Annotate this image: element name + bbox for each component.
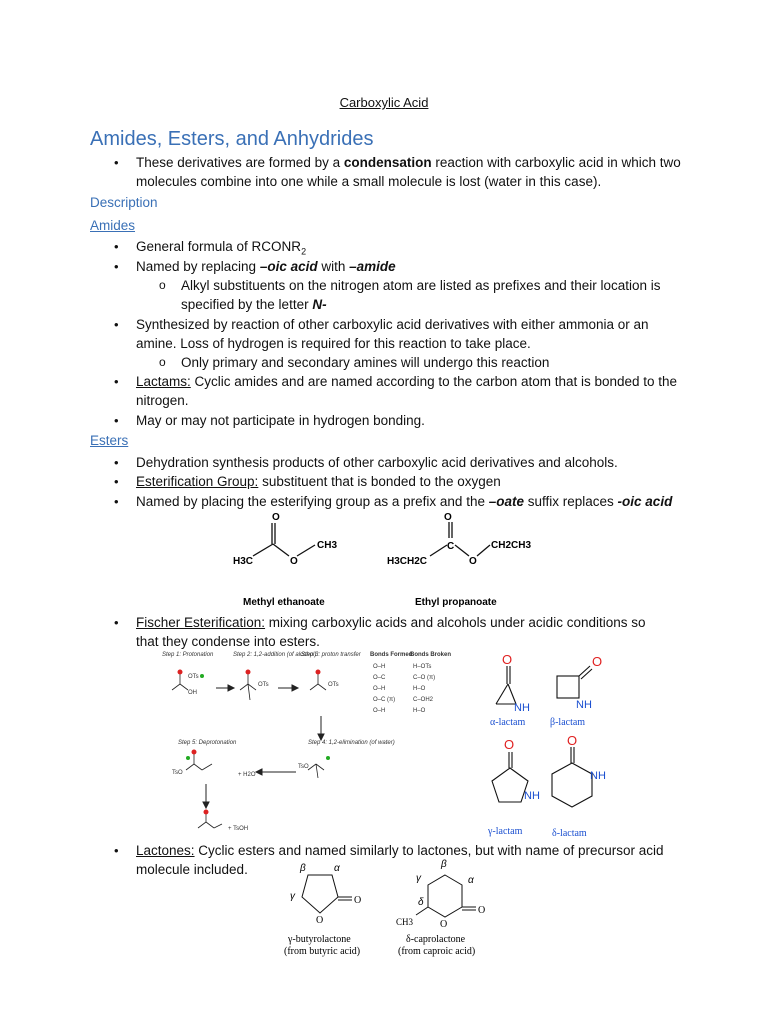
amides-naming bbox=[136, 257, 686, 276]
atom-ch2ch3: CH2CH3 bbox=[491, 540, 532, 551]
lactone-oxygen: O bbox=[316, 915, 324, 926]
intro-text-end: reaction with carboxylic acid in which two molecules combine into one while a small molecule is lost (water in this case). bbox=[136, 155, 681, 189]
intro-bullet bbox=[136, 153, 686, 191]
intro-text: These derivatives are formed by a bbox=[136, 155, 344, 170]
bonds-formed-header: Bonds Formed bbox=[370, 652, 413, 658]
tso-label-2: TsO bbox=[298, 764, 309, 770]
methyl-ethanoate-label: Methyl ethanoate bbox=[243, 597, 325, 608]
gamma-butyrolactone-label: γ-butyrolactone bbox=[288, 934, 351, 945]
amides-lactams bbox=[136, 372, 686, 410]
alkyl-letter: N- bbox=[312, 297, 327, 312]
step-5-label: Step 5: Deprotonation bbox=[178, 740, 237, 746]
bond-formed: O–H bbox=[373, 708, 386, 714]
atom-ch3: CH3 bbox=[317, 540, 338, 551]
ots-label-3: OTs bbox=[328, 682, 339, 688]
fischer-text: mixing carboxylic acids and alcohols under acidic conditions so that they condense into esters. bbox=[136, 615, 646, 649]
atom-h3ch2c: H3CH2C bbox=[387, 556, 428, 567]
ethyl-propanoate-label: Ethyl propanoate bbox=[415, 597, 497, 608]
greek-gamma: γ bbox=[290, 891, 295, 902]
formula-text: General formula of RCONR bbox=[136, 239, 302, 254]
esters-group bbox=[136, 472, 686, 491]
amides-amines-only: o Only primary and secondary amines will undergo this reaction bbox=[181, 353, 686, 372]
delta-caprolactone-label: δ-caprolactone bbox=[406, 934, 466, 945]
lactone-carbonyl-oxygen-2: O bbox=[478, 905, 486, 916]
step-4-label: Step 4: 1,2-elimination (of water) bbox=[308, 740, 395, 746]
lactones-term: Lactones: bbox=[136, 843, 195, 858]
formula-subscript: 2 bbox=[301, 246, 307, 257]
lactam-name: α-lactam bbox=[490, 717, 526, 728]
greek-alpha: α bbox=[334, 863, 340, 874]
atom-h3c: H3C bbox=[233, 556, 254, 567]
naming-from: –oic acid bbox=[259, 259, 318, 274]
naming-to: –amide bbox=[349, 259, 396, 274]
step-1-label: Step 1: Protonation bbox=[162, 652, 214, 658]
fischer-mechanism-figure bbox=[158, 648, 463, 840]
atom-o4: O bbox=[469, 556, 477, 567]
esters-suffix: –oate bbox=[488, 494, 524, 509]
delta-oxygen: O bbox=[567, 733, 578, 748]
atom-c: C bbox=[447, 541, 455, 552]
step-2-label: Step 2: 1,2-addition (of alcohol) bbox=[233, 652, 317, 658]
lactones-text: Cyclic esters and named similarly to lactones, but with name of precursor acid molecule included. bbox=[136, 843, 664, 877]
gamma-nh: NH bbox=[524, 790, 540, 802]
atom-o2: O bbox=[290, 556, 298, 567]
greek-alpha-2: α bbox=[468, 875, 474, 886]
fischer-term: Fischer Esterification: bbox=[136, 615, 266, 630]
esters-fischer bbox=[136, 613, 666, 651]
greek-beta-2: β bbox=[441, 859, 447, 870]
gamma-oxygen: O bbox=[504, 737, 515, 752]
alkyl-text: Alkyl substituents on the nitrogen atom are listed as prefixes and their location is specified by the letter bbox=[181, 278, 661, 312]
lactam-name: β-lactam bbox=[550, 717, 586, 728]
lactam-name: δ-lactam bbox=[552, 828, 587, 839]
lactams-text: Cyclic amides and are named according to the carbon atom that is bonded to the nitrogen. bbox=[136, 374, 678, 408]
bond-broken: H–O bbox=[413, 686, 426, 692]
gamma-source-label: (from butyric acid) bbox=[284, 946, 361, 957]
lactam-name: γ-lactam bbox=[488, 826, 523, 837]
lactone-ch3: CH3 bbox=[396, 917, 414, 927]
delta-nh: NH bbox=[590, 770, 606, 782]
atom-o3: O bbox=[444, 512, 452, 523]
naming-mid: with bbox=[317, 259, 350, 274]
esters-dehydration: • Dehydration synthesis products of other carboxylic acid derivatives and alcohols. bbox=[136, 453, 686, 472]
ots-label-2: OTs bbox=[258, 682, 269, 688]
beta-oxygen: O bbox=[592, 654, 603, 669]
tso-label-1: TsO bbox=[172, 770, 183, 776]
greek-gamma-2: γ bbox=[416, 873, 421, 884]
group-text: substituent that is bonded to the oxygen bbox=[258, 474, 501, 489]
group-term: Esterification Group: bbox=[136, 474, 259, 489]
intro-bold: condensation bbox=[343, 155, 432, 170]
section-title: Amides, Esters, and Anhydrides bbox=[90, 128, 374, 150]
tsoh-label: + TsOH bbox=[228, 826, 249, 832]
esters-replaced: -oic acid bbox=[617, 494, 673, 509]
lactam-structures-figure bbox=[480, 648, 620, 840]
naming-text: Named by replacing bbox=[136, 259, 260, 274]
atom-o: O bbox=[272, 512, 280, 523]
document-title: Carboxylic Acid bbox=[339, 95, 429, 110]
amides-hbond: • May or may not participate in hydrogen bonding. bbox=[136, 411, 686, 430]
alpha-nh: NH bbox=[514, 702, 530, 714]
lactone-carbonyl-oxygen: O bbox=[354, 895, 362, 906]
bond-formed: O–C (π) bbox=[373, 697, 396, 703]
bond-formed: O–H bbox=[373, 664, 386, 670]
h2o-label: + H2O bbox=[238, 772, 256, 778]
amides-heading: Amides bbox=[90, 218, 136, 233]
esters-naming-text: Named by placing the esterifying group as a prefix and the bbox=[136, 494, 489, 509]
greek-beta: β bbox=[300, 863, 306, 874]
alpha-oxygen: O bbox=[502, 652, 513, 667]
bond-broken: C–O (π) bbox=[413, 675, 436, 681]
oh-label-1: OH bbox=[188, 690, 197, 696]
description-heading: Description bbox=[90, 195, 158, 210]
bond-broken: H–O bbox=[413, 708, 426, 714]
lactams-term: Lactams: bbox=[136, 374, 191, 389]
esters-heading: Esters bbox=[90, 433, 129, 448]
ester-structures-figure bbox=[225, 508, 555, 613]
greek-delta: δ bbox=[418, 897, 424, 908]
delta-source-label: (from caproic acid) bbox=[398, 946, 476, 957]
lactone-oxygen-2: O bbox=[440, 919, 448, 930]
bond-broken: C–OH2 bbox=[413, 697, 434, 703]
step-3-label: Step 3: proton transfer bbox=[301, 652, 361, 658]
amides-alkyl bbox=[181, 276, 686, 314]
ots-label-1: OTs bbox=[188, 674, 199, 680]
esters-naming-mid: suffix replaces bbox=[524, 494, 618, 509]
bonds-broken-header: Bonds Broken bbox=[410, 652, 452, 658]
lactone-structures-figure bbox=[280, 855, 500, 965]
bond-broken: H–OTs bbox=[413, 664, 432, 670]
bond-formed: O–C bbox=[373, 675, 386, 681]
amides-synthesized: • Synthesized by reaction of other carboxylic acid derivatives with either ammonia or an amine. Loss of hydrogen is required for this reaction to take place. bbox=[136, 315, 686, 353]
bond-formed: O–H bbox=[373, 686, 386, 692]
beta-nh: NH bbox=[576, 699, 592, 711]
